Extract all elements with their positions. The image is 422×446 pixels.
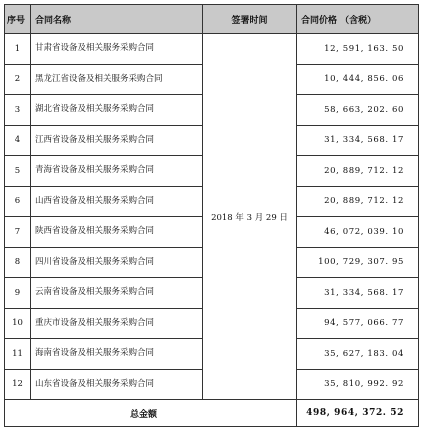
row-price: 20, 889, 712. 12 — [297, 156, 419, 187]
row-contract-name: 湖北省设备及相关服务采购合同 — [31, 95, 203, 126]
row-contract-name: 四川省设备及相关服务采购合同 — [31, 247, 203, 278]
row-price: 94, 577, 066. 77 — [297, 308, 419, 339]
row-seq: 1 — [5, 34, 31, 65]
signing-date-cell: 2018 年 3 月 29 日 — [203, 34, 297, 400]
document-page — [4, 4, 418, 440]
row-price: 10, 444, 856. 06 — [297, 64, 419, 95]
row-contract-name: 山东省设备及相关服务采购合同 — [31, 369, 203, 400]
header-seq: 序号 — [5, 5, 31, 34]
row-price: 46, 072, 039. 10 — [297, 217, 419, 248]
row-contract-name: 青海省设备及相关服务采购合同 — [31, 156, 203, 187]
row-contract-name: 云南省设备及相关服务采购合同 — [31, 278, 203, 309]
row-seq: 10 — [5, 308, 31, 339]
row-contract-name: 海南省设备及相关服务采购合同 — [31, 339, 203, 370]
table-row — [5, 34, 419, 65]
table-header-row — [5, 5, 419, 34]
row-price: 35, 627, 183. 04 — [297, 339, 419, 370]
row-price: 31, 334, 568. 17 — [297, 125, 419, 156]
total-row — [5, 400, 419, 427]
contracts-table — [4, 4, 419, 427]
row-contract-name: 陕西省设备及相关服务采购合同 — [31, 217, 203, 248]
row-seq: 4 — [5, 125, 31, 156]
total-price: 498, 964, 372. 52 — [297, 400, 419, 427]
row-contract-name: 山西省设备及相关服务采购合同 — [31, 186, 203, 217]
row-price: 58, 663, 202. 60 — [297, 95, 419, 126]
row-seq: 8 — [5, 247, 31, 278]
row-contract-name: 江西省设备及相关服务采购合同 — [31, 125, 203, 156]
header-date: 签署时间 — [203, 5, 297, 34]
row-seq: 11 — [5, 339, 31, 370]
row-seq: 2 — [5, 64, 31, 95]
row-contract-name: 黑龙江省设备及相关服务采购合同 — [31, 64, 203, 95]
total-label: 总金额 — [5, 400, 297, 427]
row-seq: 3 — [5, 95, 31, 126]
row-contract-name: 甘肃省设备及相关服务采购合同 — [31, 34, 203, 65]
row-price: 100, 729, 307. 95 — [297, 247, 419, 278]
row-seq: 9 — [5, 278, 31, 309]
row-price: 20, 889, 712. 12 — [297, 186, 419, 217]
row-seq: 7 — [5, 217, 31, 248]
row-seq: 6 — [5, 186, 31, 217]
header-price: 合同价格 （含税） — [297, 5, 419, 34]
row-contract-name: 重庆市设备及相关服务采购合同 — [31, 308, 203, 339]
row-price: 12, 591, 163. 50 — [297, 34, 419, 65]
row-price: 31, 334, 568. 17 — [297, 278, 419, 309]
row-seq: 12 — [5, 369, 31, 400]
row-price: 35, 810, 992. 92 — [297, 369, 419, 400]
header-name: 合同名称 — [31, 5, 203, 34]
row-seq: 5 — [5, 156, 31, 187]
